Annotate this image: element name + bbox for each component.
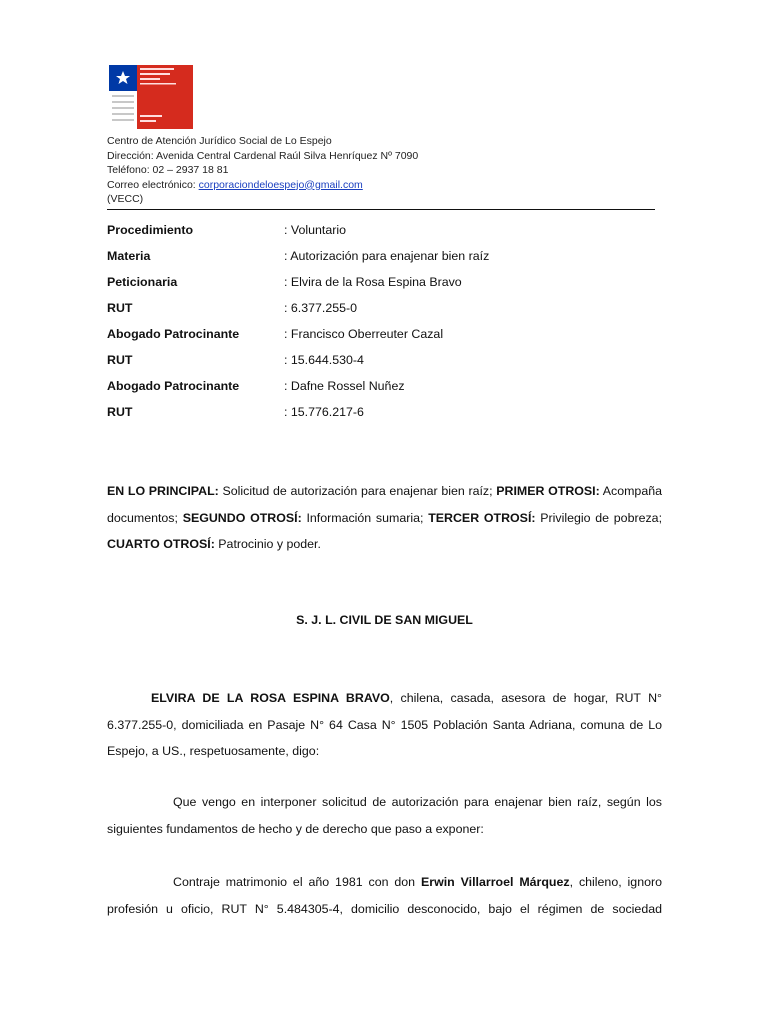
para1-line: siguientes fundamentos de hecho y de derecho que paso a exponer: — [107, 821, 484, 836]
para-matrimonio — [107, 869, 662, 922]
center-name: Centro de Atención Jurídico Social de Lo Espejo — [107, 135, 332, 147]
para1-line: Que vengo en interponer solicitud de autorización para enajenar bien raíz, según los — [173, 795, 662, 809]
intro-line — [107, 685, 662, 712]
header-divider — [107, 209, 655, 210]
case-info-value: : 15.644.530-4 — [284, 353, 364, 367]
para-fundamentos — [107, 789, 662, 842]
intro-paragraph — [107, 685, 662, 765]
case-info-label: RUT — [107, 353, 133, 367]
case-info-value: : 6.377.255-0 — [284, 301, 358, 315]
case-info-value: : Francisco Oberreuter Cazal — [284, 327, 444, 341]
case-info-label: Abogado Patrocinante — [107, 379, 240, 393]
tercer-otrosi-text: Privilegio de pobreza; — [535, 510, 663, 525]
intro-line: Espejo, a US., respetuosamente, digo: — [107, 744, 320, 758]
case-info-value: : Dafne Rossel Nuñez — [284, 379, 405, 393]
filing-summary — [107, 478, 662, 558]
spouse-name: Erwin Villarroel Márquez — [420, 875, 570, 889]
segundo-otrosi-label: SEGUNDO OTROSÍ: — [182, 510, 302, 525]
summary-line — [107, 531, 662, 558]
case-info-value: : 15.776.217-6 — [284, 405, 364, 419]
cuarto-otrosi-label: CUARTO OTROSÍ: — [107, 537, 215, 551]
center-email-line — [107, 178, 363, 193]
center-address: Dirección: Avenida Central Cardenal Raúl Silva Henríquez Nº 7090 — [107, 149, 419, 162]
principal-label: EN LO PRINCIPAL: — [107, 484, 219, 498]
intro-line: 6.377.255-0, domiciliada en Pasaje N° 64 Casa N° 1505 Población Santa Adriana, comuna de Lo — [107, 717, 662, 732]
para2-line1-start: Contraje matrimonio el año 1981 con don — [173, 875, 421, 889]
tercer-otrosi-label: TERCER OTROSÍ: — [428, 510, 536, 525]
case-info-label: RUT — [107, 405, 133, 419]
case-info-label: Materia — [107, 249, 151, 263]
corporacion-logo — [109, 65, 193, 129]
segundo-otrosi-text: Información sumaria; — [301, 510, 429, 525]
case-info-value: : Autorización para enajenar bien raíz — [284, 249, 490, 263]
case-info-label: RUT — [107, 301, 133, 315]
email-label: Correo electrónico: — [107, 178, 199, 191]
case-info-value: : Elvira de la Rosa Espina Bravo — [284, 275, 462, 289]
court-heading: S. J. L. CIVIL DE SAN MIGUEL — [296, 613, 473, 627]
intro-line1-rest: , chilena, casada, asesora de hogar, RUT N° — [389, 691, 663, 705]
summary-line — [107, 505, 662, 532]
case-info-label: Procedimiento — [107, 223, 194, 237]
para2-line: profesión u oficio, RUT N° 5.484305-4, domicilio desconocido, bajo el régimen de sociedad — [107, 901, 662, 916]
principal-text: Solicitud de autorización para enajenar bien raíz; — [218, 484, 497, 498]
cuarto-otrosi-text: Patrocinio y poder. — [214, 537, 321, 551]
para2-line1-end: , chileno, ignoro — [569, 875, 662, 889]
case-info-value: : Voluntario — [284, 223, 346, 237]
email-link[interactable]: corporaciondeloespejo@gmail.com — [198, 178, 363, 191]
primer-otrosi-text: Acompaña — [599, 484, 662, 498]
case-info-label: Abogado Patrocinante — [107, 327, 240, 341]
primer-otrosi-label: PRIMER OTROSI: — [496, 484, 600, 498]
center-phone: Teléfono: 02 – 2937 18 81 — [107, 164, 229, 176]
summary-line — [107, 478, 662, 505]
case-info-label: Peticionaria — [107, 275, 178, 289]
para2-line — [107, 869, 662, 896]
petitioner-name: ELVIRA DE LA ROSA ESPINA BRAVO — [151, 691, 390, 705]
center-code: (VECC) — [107, 193, 144, 205]
primer-otrosi-text-cont: documentos; — [107, 510, 183, 525]
